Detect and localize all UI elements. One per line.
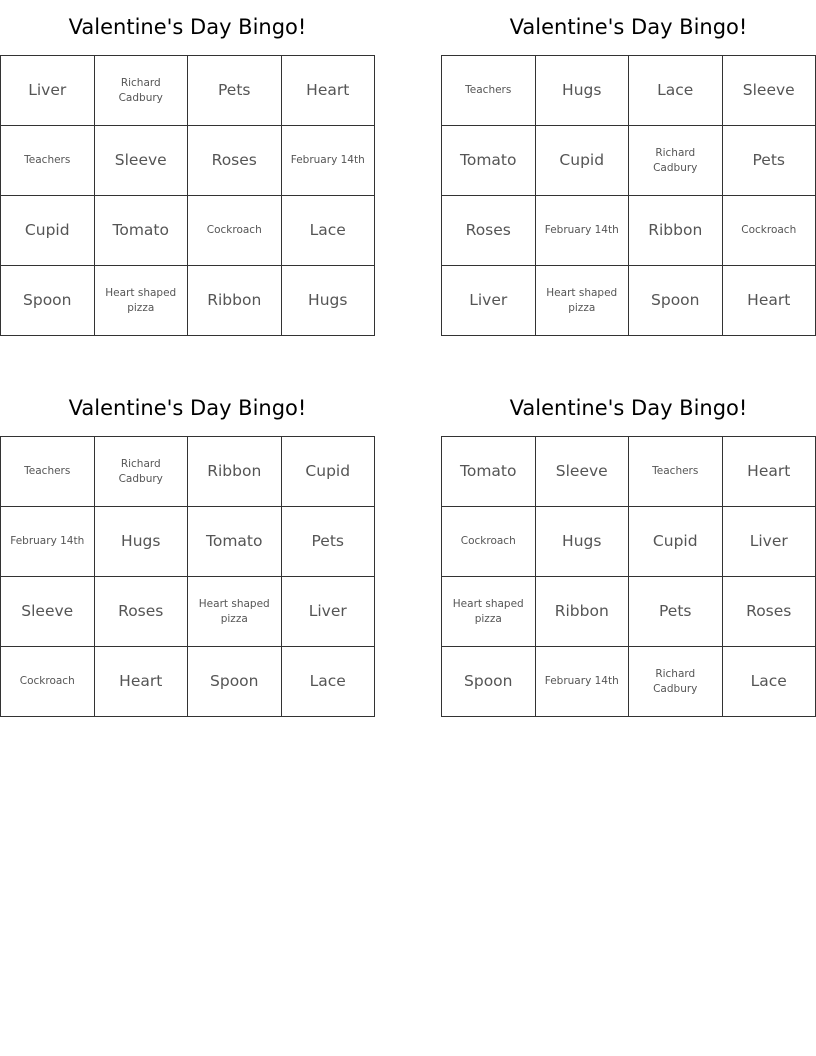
bingo-cell: Lace: [282, 647, 376, 717]
bingo-cell: Heart: [95, 647, 189, 717]
bingo-cell: Lace: [629, 56, 723, 126]
bingo-cell: Spoon: [629, 266, 723, 336]
bingo-cell: Ribbon: [188, 266, 282, 336]
bingo-cell: Teachers: [1, 437, 95, 507]
bingo-cell: Heart shaped pizza: [95, 266, 189, 336]
bingo-cell: Heart: [282, 56, 376, 126]
bingo-cell: Liver: [723, 507, 816, 577]
bingo-grid: [0, 436, 375, 717]
bingo-cell: Cupid: [629, 507, 723, 577]
bingo-cell: Teachers: [1, 126, 95, 196]
bingo-cell: Tomato: [442, 437, 536, 507]
bingo-cell: Lace: [282, 196, 376, 266]
bingo-card-1: [0, 0, 375, 336]
bingo-grid: [441, 55, 816, 336]
bingo-cell: Sleeve: [95, 126, 189, 196]
bingo-cell: Roses: [442, 196, 536, 266]
bingo-cell: Cockroach: [723, 196, 816, 266]
bingo-cell: Cockroach: [188, 196, 282, 266]
bingo-cell: February 14th: [1, 507, 95, 577]
bingo-cell: Sleeve: [723, 56, 816, 126]
bingo-cell: Roses: [95, 577, 189, 647]
card-title: Valentine's Day Bingo!: [509, 15, 748, 39]
bingo-cell: February 14th: [536, 196, 630, 266]
bingo-cell: Ribbon: [188, 437, 282, 507]
bingo-cell: Spoon: [1, 266, 95, 336]
bingo-cell: Sleeve: [1, 577, 95, 647]
card-title: Valentine's Day Bingo!: [68, 396, 307, 420]
bingo-card-3: [0, 381, 375, 717]
bingo-cell: Teachers: [442, 56, 536, 126]
bingo-cell: Pets: [188, 56, 282, 126]
bingo-cell: Ribbon: [629, 196, 723, 266]
bingo-cell: February 14th: [536, 647, 630, 717]
bingo-cell: Richard Cadbury: [95, 437, 189, 507]
bingo-cell: Hugs: [536, 56, 630, 126]
bingo-cell: Cupid: [536, 126, 630, 196]
bingo-cell: Spoon: [442, 647, 536, 717]
bingo-cell: Pets: [723, 126, 816, 196]
bingo-cell: Cockroach: [1, 647, 95, 717]
bingo-card-2: [441, 0, 816, 336]
bingo-cell: Heart: [723, 266, 816, 336]
bingo-cell: Cockroach: [442, 507, 536, 577]
bingo-cell: Cupid: [1, 196, 95, 266]
bingo-cell: February 14th: [282, 126, 376, 196]
bingo-cell: Hugs: [282, 266, 376, 336]
bingo-cell: Tomato: [95, 196, 189, 266]
bingo-cell: Roses: [188, 126, 282, 196]
bingo-cell: Cupid: [282, 437, 376, 507]
bingo-cell: Spoon: [188, 647, 282, 717]
bingo-cell: Richard Cadbury: [629, 126, 723, 196]
bingo-cell: Richard Cadbury: [629, 647, 723, 717]
bingo-cell: Heart shaped pizza: [188, 577, 282, 647]
bingo-cell: Pets: [282, 507, 376, 577]
bingo-cell: Lace: [723, 647, 816, 717]
bingo-cell: Hugs: [536, 507, 630, 577]
bingo-cell: Tomato: [188, 507, 282, 577]
bingo-grid: [0, 55, 375, 336]
bingo-card-4: [441, 381, 816, 717]
bingo-cell: Ribbon: [536, 577, 630, 647]
bingo-grid: [441, 436, 816, 717]
card-title: Valentine's Day Bingo!: [68, 15, 307, 39]
bingo-cell: Richard Cadbury: [95, 56, 189, 126]
bingo-cell: Sleeve: [536, 437, 630, 507]
bingo-cell: Liver: [442, 266, 536, 336]
bingo-cell: Tomato: [442, 126, 536, 196]
bingo-cell: Hugs: [95, 507, 189, 577]
bingo-cell: Roses: [723, 577, 816, 647]
bingo-cell: Teachers: [629, 437, 723, 507]
bingo-cell: Heart shaped pizza: [442, 577, 536, 647]
card-title: Valentine's Day Bingo!: [509, 396, 748, 420]
bingo-cell: Heart: [723, 437, 816, 507]
bingo-cell: Pets: [629, 577, 723, 647]
bingo-cell: Liver: [1, 56, 95, 126]
bingo-cell: Heart shaped pizza: [536, 266, 630, 336]
bingo-cell: Liver: [282, 577, 376, 647]
